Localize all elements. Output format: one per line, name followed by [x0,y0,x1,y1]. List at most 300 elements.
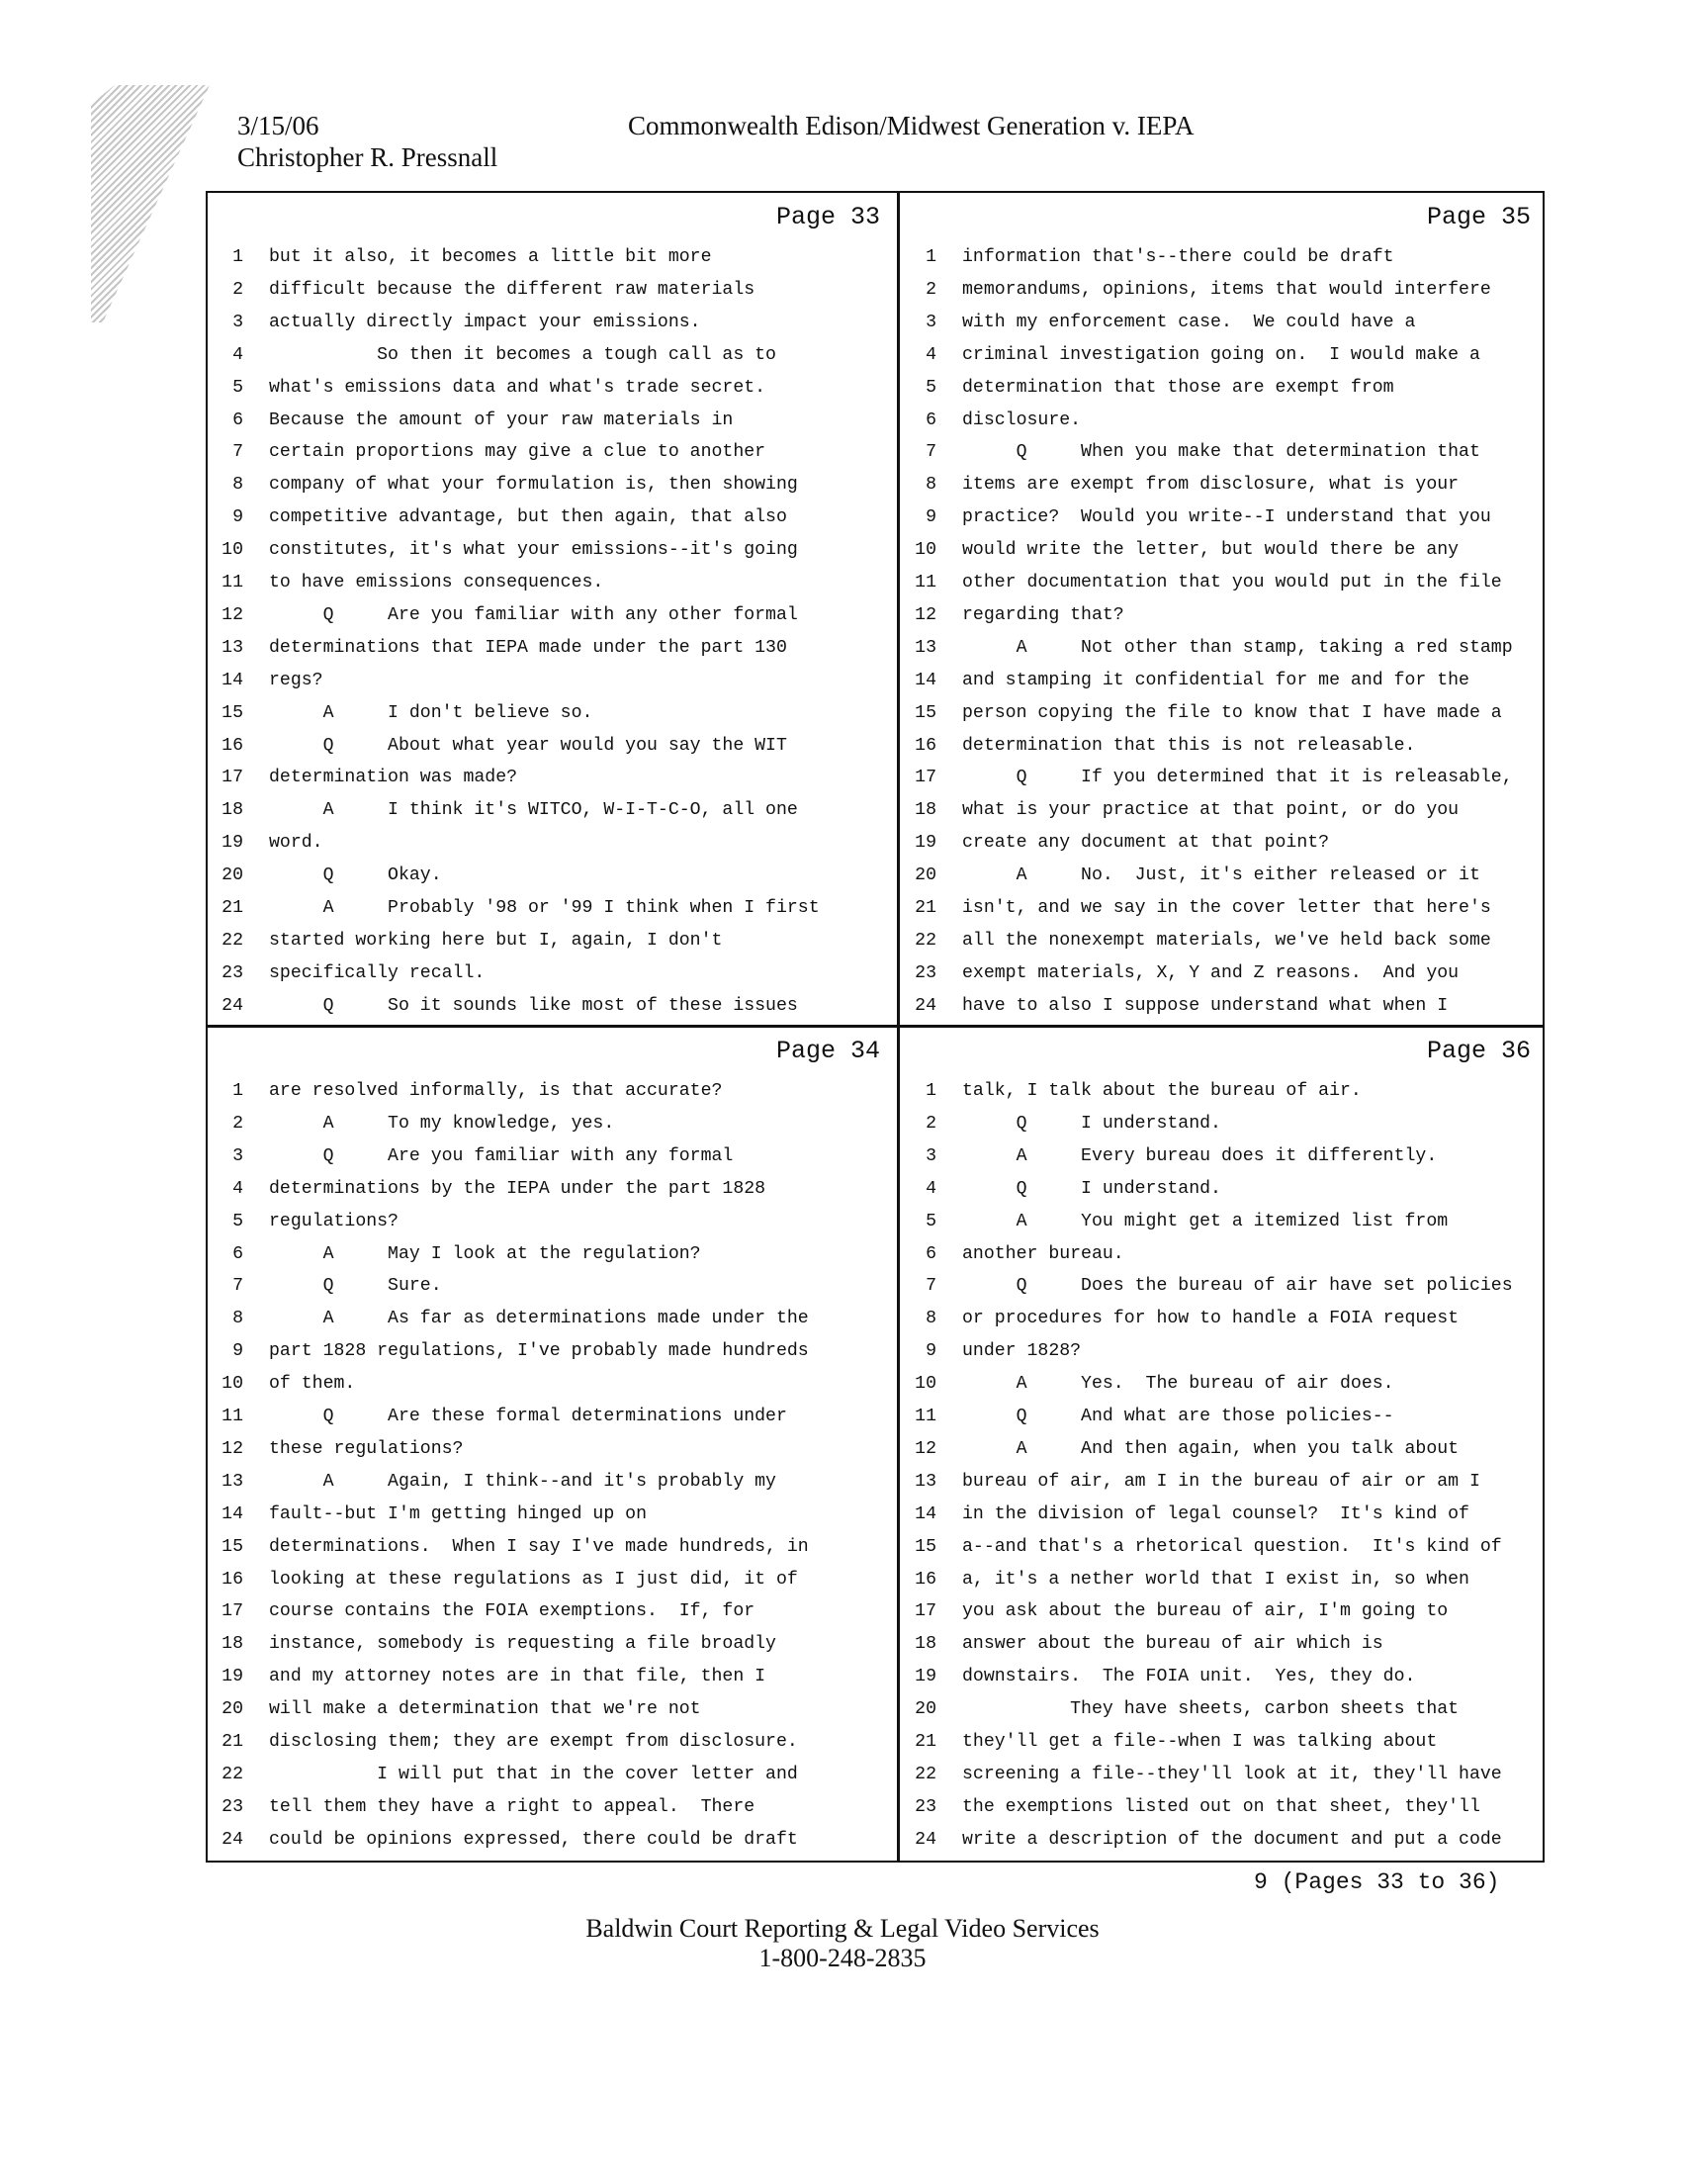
line-text: Q I understand. [962,1113,1221,1134]
line-number: 8 [926,1309,936,1329]
line-text: determination that this is not releasable. [962,735,1416,756]
transcript-line [210,1207,892,1236]
line-number: 6 [232,410,243,430]
transcript-line [903,535,1543,565]
transcript-line [903,1304,1543,1333]
line-number: 9 [232,1341,243,1362]
line-text: A Probably '98 or '99 I think when I first [269,898,820,918]
case-title: Commonwealth Edison/Midwest Generation v. IEPA [628,111,1195,140]
transcript-line [210,242,892,272]
line-number: 17 [222,1601,243,1622]
line-number: 3 [926,1145,936,1166]
line-text: could be opinions expressed, there could be draft [269,1829,798,1850]
line-number: 20 [915,1699,936,1720]
line-text: fault--but I'm getting hinged up on [269,1503,647,1524]
line-number: 9 [926,1341,936,1362]
line-number: 15 [222,1536,243,1557]
line-number: 9 [232,507,243,528]
row-divider [206,1025,1545,1028]
transcript-line [903,1239,1543,1269]
line-number: 16 [915,735,936,756]
line-number: 17 [915,1601,936,1622]
transcript-line [210,1141,892,1171]
line-number: 2 [232,1113,243,1134]
transcript-page-34 [210,1029,892,1861]
line-number: 4 [926,344,936,365]
line-number: 11 [222,573,243,592]
line-number: 13 [915,1471,936,1492]
transcript-line [903,1662,1543,1691]
transcript-line [903,1271,1543,1301]
deposition-date: 3/15/06 [237,111,319,140]
transcript-line [210,991,892,1021]
transcript-line [903,275,1543,305]
transcript-line [903,1532,1543,1562]
line-number: 18 [915,800,936,821]
line-text: actually directly impact your emissions. [269,312,701,332]
line-text: A To my knowledge, yes. [269,1113,615,1134]
line-text: to have emissions consequences. [269,573,604,592]
line-number: 6 [926,410,936,430]
line-number: 20 [915,865,936,886]
line-text: looking at these regulations as I just did, it of [269,1569,798,1590]
line-text: A Every bureau does it differently. [962,1145,1438,1166]
line-text: disclosing them; they are exempt from disclosure. [269,1732,798,1752]
page-label: Page 35 [1426,203,1531,231]
line-text: I will put that in the cover letter and [269,1764,798,1784]
transcript-line [210,926,892,956]
line-text: person copying the file to know that I have made a [962,702,1502,723]
line-text: A And then again, when you talk about [962,1438,1460,1459]
line-text: determinations by the IEPA under the part 1828 [269,1178,766,1199]
transcript-line [903,308,1543,337]
transcript-line [903,406,1543,435]
line-text: and my attorney notes are in that file, then I [269,1667,766,1687]
line-number: 11 [915,573,936,592]
line-text: A I think it's WITCO, W-I-T-C-O, all one [269,800,798,821]
line-text: Q Does the bureau of air have set policies [962,1276,1513,1297]
court-reporting-firm: Baldwin Court Reporting & Legal Video Services [585,1914,1100,1943]
line-number: 2 [926,1113,936,1134]
line-text: a--and that's a rhetorical question. It's kind of [962,1536,1502,1557]
line-text: other documentation that you would put in the file [962,573,1502,592]
line-number: 7 [926,1276,936,1297]
transcript-line [210,1239,892,1269]
transcript-line [210,535,892,565]
transcript-line [903,1694,1543,1724]
transcript-page-36 [903,1029,1543,1861]
line-text: Q I understand. [962,1178,1221,1199]
transcript-page-33 [210,195,892,1023]
line-text: and stamping it confidential for me and for the [962,670,1469,690]
line-number: 12 [915,604,936,625]
transcript-line [903,861,1543,890]
line-text: isn't, and we say in the cover letter that here's [962,898,1491,918]
transcript-line [903,1596,1543,1626]
page-label: Page 33 [775,203,880,231]
line-number: 21 [222,1732,243,1752]
line-text: A No. Just, it's either released or it [962,865,1480,886]
page-range-summary: 9 (Pages 33 to 36) [1254,1869,1500,1895]
transcript-line [210,1076,892,1106]
transcript-line [903,437,1543,467]
line-number: 21 [222,898,243,918]
line-text: a, it's a nether world that I exist in, so when [962,1569,1469,1590]
line-text: regulations? [269,1211,399,1231]
line-number: 10 [222,540,243,561]
line-text: information that's--there could be draft [962,247,1394,267]
line-text: word. [269,833,323,854]
line-number: 23 [222,962,243,983]
line-number: 17 [915,768,936,788]
line-number: 6 [232,1243,243,1264]
transcript-line [210,1369,892,1399]
line-number: 18 [915,1634,936,1655]
transcript-line [210,1596,892,1626]
line-number: 14 [915,1503,936,1524]
line-text: downstairs. The FOIA unit. Yes, they do. [962,1667,1416,1687]
line-number: 19 [915,833,936,854]
transcript-line [210,698,892,728]
line-text: started working here but I, again, I don't [269,930,723,951]
line-number: 7 [926,442,936,463]
line-number: 1 [926,1081,936,1101]
transcript-line [903,242,1543,272]
transcript-line [903,568,1543,597]
transcript-line [210,1629,892,1659]
line-text: They have sheets, carbon sheets that [962,1699,1460,1720]
line-text: determination that those are exempt from [962,377,1394,398]
line-number: 16 [915,1569,936,1590]
line-text: talk, I talk about the bureau of air. [962,1081,1362,1101]
line-text: of them. [269,1374,356,1395]
line-text: Q Are you familiar with any other formal [269,604,798,625]
transcript-line [903,1792,1543,1822]
line-text: the exemptions listed out on that sheet, they'll [962,1796,1480,1817]
line-number: 8 [926,475,936,496]
line-text: Q And what are those policies-- [962,1407,1394,1426]
line-number: 8 [232,1309,243,1329]
line-text: bureau of air, am I in the bureau of air or am I [962,1471,1480,1492]
line-number: 4 [926,1178,936,1199]
line-text: Q Okay. [269,865,442,886]
firm-phone: 1-800-248-2835 [758,1944,927,1972]
transcript-line [903,698,1543,728]
line-number: 16 [222,1569,243,1590]
transcript-line [210,600,892,630]
line-number: 19 [222,1667,243,1687]
line-number: 19 [915,1667,936,1687]
transcript-line [210,1174,892,1204]
line-number: 1 [232,1081,243,1101]
line-number: 14 [222,1503,243,1524]
line-number: 10 [222,1374,243,1395]
line-text: So then it becomes a tough call as to [269,344,776,365]
line-number: 24 [222,995,243,1016]
transcript-line [210,861,892,890]
transcript-line [903,373,1543,403]
line-number: 12 [222,1438,243,1459]
line-number: 7 [232,442,243,463]
line-text: screening a file--they'll look at it, they'll have [962,1764,1502,1784]
line-text: Q When you make that determination that [962,442,1480,463]
transcript-line [210,633,892,663]
line-number: 2 [232,279,243,300]
transcript-line [210,763,892,792]
transcript-line [903,795,1543,825]
line-number: 14 [222,670,243,690]
line-number: 21 [915,898,936,918]
line-number: 24 [222,1829,243,1850]
line-text: A Again, I think--and it's probably my [269,1471,776,1492]
line-text: under 1828? [962,1341,1082,1362]
line-text: you ask about the bureau of air, I'm going to [962,1601,1449,1622]
line-text: A I don't believe so. [269,702,593,723]
transcript-line [903,1336,1543,1366]
line-text: part 1828 regulations, I've probably made hundreds [269,1341,809,1362]
line-text: practice? Would you write--I understand that you [962,507,1491,528]
transcript-line [210,1500,892,1529]
transcript-line [210,1565,892,1594]
line-text: determinations that IEPA made under the part 130 [269,637,787,658]
line-text: specifically recall. [269,962,486,983]
line-number: 13 [222,1471,243,1492]
line-number: 17 [222,768,243,788]
transcript-line [903,1467,1543,1497]
line-number: 13 [915,637,936,658]
line-number: 22 [915,1764,936,1784]
line-number: 2 [926,279,936,300]
transcript-line [210,308,892,337]
line-number: 5 [926,377,936,398]
line-number: 3 [926,312,936,332]
witness-name: Christopher R. Pressnall [237,142,498,172]
line-text: but it also, it becomes a little bit more [269,247,712,267]
transcript-line [210,1792,892,1822]
line-text: company of what your formulation is, then showing [269,475,798,496]
line-text: another bureau. [962,1243,1124,1264]
transcript-line [210,502,892,532]
line-text: criminal investigation going on. I would make a [962,344,1480,365]
page-label: Page 34 [775,1037,880,1065]
line-number: 4 [232,1178,243,1199]
transcript-line [210,666,892,695]
transcript-line [210,1694,892,1724]
line-number: 22 [915,930,936,951]
transcript-line [903,1402,1543,1431]
line-number: 9 [926,507,936,528]
line-text: or procedures for how to handle a FOIA request [962,1309,1460,1329]
line-number: 23 [915,1796,936,1817]
transcript-line [210,1434,892,1464]
transcript-line [210,470,892,500]
page-label: Page 36 [1426,1037,1531,1065]
line-number: 1 [232,247,243,267]
transcript-line [903,893,1543,923]
line-text: disclosure. [962,410,1082,430]
transcript-line [903,1500,1543,1529]
line-number: 18 [222,800,243,821]
transcript-line [210,958,892,988]
line-number: 18 [222,1634,243,1655]
line-number: 21 [915,1732,936,1752]
transcript-line [210,893,892,923]
line-text: A As far as determinations made under the [269,1309,809,1329]
transcript-line [903,731,1543,761]
line-text: write a description of the document and put a code [962,1829,1502,1850]
line-number: 10 [915,540,936,561]
line-text: exempt materials, X, Y and Z reasons. And you [962,962,1460,983]
line-number: 22 [222,1764,243,1784]
transcript-line [210,275,892,305]
line-text: Because the amount of your raw materials in [269,410,734,430]
transcript-line [903,600,1543,630]
line-number: 23 [915,962,936,983]
line-text: certain proportions may give a clue to another [269,442,766,463]
line-text: would write the letter, but would there be any [962,540,1460,561]
scan-shading-artifact [91,85,210,322]
line-number: 13 [222,637,243,658]
line-text: regs? [269,670,323,690]
line-number: 20 [222,865,243,886]
line-number: 5 [926,1211,936,1231]
line-number: 12 [222,604,243,625]
line-number: 8 [232,475,243,496]
line-text: A Not other than stamp, taking a red stamp [962,637,1513,658]
line-number: 20 [222,1699,243,1720]
line-text: tell them they have a right to appeal. There [269,1796,755,1817]
line-text: competitive advantage, but then again, that also [269,507,787,528]
line-number: 23 [222,1796,243,1817]
transcript-line [903,958,1543,988]
line-text: items are exempt from disclosure, what is your [962,475,1460,496]
line-text: Q Are you familiar with any formal [269,1145,734,1166]
line-number: 3 [232,312,243,332]
line-text: these regulations? [269,1438,464,1459]
transcript-line [903,1825,1543,1855]
transcript-line [903,1109,1543,1138]
line-number: 15 [222,702,243,723]
transcript-line [210,828,892,858]
transcript-line [903,1434,1543,1464]
line-text: difficult because the different raw materials [269,279,755,300]
transcript-line [210,1467,892,1497]
transcript-line [903,991,1543,1021]
line-text: instance, somebody is requesting a file broadly [269,1634,776,1655]
transcript-line [210,1662,892,1691]
transcript-line [210,1402,892,1431]
line-text: Q If you determined that it is releasable, [962,768,1513,788]
transcript-line [903,1760,1543,1789]
line-text: what is your practice at that point, or do you [962,800,1460,821]
line-text: will make a determination that we're not [269,1699,701,1720]
line-text: Q About what year would you say the WIT [269,735,787,756]
transcript-line [210,568,892,597]
transcript-line [903,828,1543,858]
transcript-line [210,795,892,825]
line-number: 11 [222,1407,243,1426]
line-number: 11 [915,1407,936,1426]
line-text: with my enforcement case. We could have a [962,312,1416,332]
transcript-line [210,1271,892,1301]
line-number: 15 [915,1536,936,1557]
line-text: they'll get a file--when I was talking about [962,1732,1438,1752]
transcript-line [210,731,892,761]
transcript-line [210,1109,892,1138]
line-number: 12 [915,1438,936,1459]
transcript-line [903,1174,1543,1204]
line-number: 10 [915,1374,936,1395]
transcript-line [903,1727,1543,1757]
transcript-page-35 [903,195,1543,1023]
line-text: A Yes. The bureau of air does. [962,1374,1394,1395]
line-text: create any document at that point? [962,833,1330,854]
transcript-line [903,1565,1543,1594]
transcript-line [210,1304,892,1333]
line-text: all the nonexempt materials, we've held back some [962,930,1491,951]
line-number: 4 [232,344,243,365]
transcript-line [903,1076,1543,1106]
transcript-line [903,340,1543,370]
transcript-line [210,1532,892,1562]
line-number: 1 [926,247,936,267]
line-number: 3 [232,1145,243,1166]
line-number: 24 [915,995,936,1016]
line-number: 14 [915,670,936,690]
line-number: 5 [232,377,243,398]
line-text: memorandums, opinions, items that would interfere [962,279,1491,300]
line-text: Q Sure. [269,1276,442,1297]
line-text: have to also I suppose understand what when I [962,995,1449,1016]
line-text: what's emissions data and what's trade secret. [269,377,766,398]
transcript-line [210,1760,892,1789]
line-number: 7 [232,1276,243,1297]
line-text: regarding that? [962,604,1124,625]
transcript-line [903,926,1543,956]
transcript-line [210,1825,892,1855]
line-text: determination was made? [269,768,518,788]
line-text: Q So it sounds like most of these issues [269,995,798,1016]
transcript-line [210,437,892,467]
line-text: constitutes, it's what your emissions--it's going [269,540,798,561]
transcript-line [210,340,892,370]
transcript-line [903,1207,1543,1236]
line-number: 15 [915,702,936,723]
line-number: 6 [926,1243,936,1264]
transcript-line [903,1141,1543,1171]
line-number: 5 [232,1211,243,1231]
transcript-line [903,470,1543,500]
line-number: 24 [915,1829,936,1850]
transcript-line [903,763,1543,792]
line-text: are resolved informally, is that accurate? [269,1081,723,1101]
line-text: in the division of legal counsel? It's kind of [962,1503,1469,1524]
transcript-line [903,633,1543,663]
line-text: A May I look at the regulation? [269,1243,701,1264]
line-text: Q Are these formal determinations under [269,1407,787,1426]
transcript-line [903,502,1543,532]
line-text: determinations. When I say I've made hundreds, in [269,1536,809,1557]
line-text: course contains the FOIA exemptions. If, for [269,1601,755,1622]
transcript-line [210,1727,892,1757]
transcript-line [903,1369,1543,1399]
transcript-line [903,666,1543,695]
transcript-line [210,1336,892,1366]
line-number: 19 [222,833,243,854]
line-text: A You might get a itemized list from [962,1211,1449,1231]
transcript-line [903,1629,1543,1659]
line-number: 22 [222,930,243,951]
